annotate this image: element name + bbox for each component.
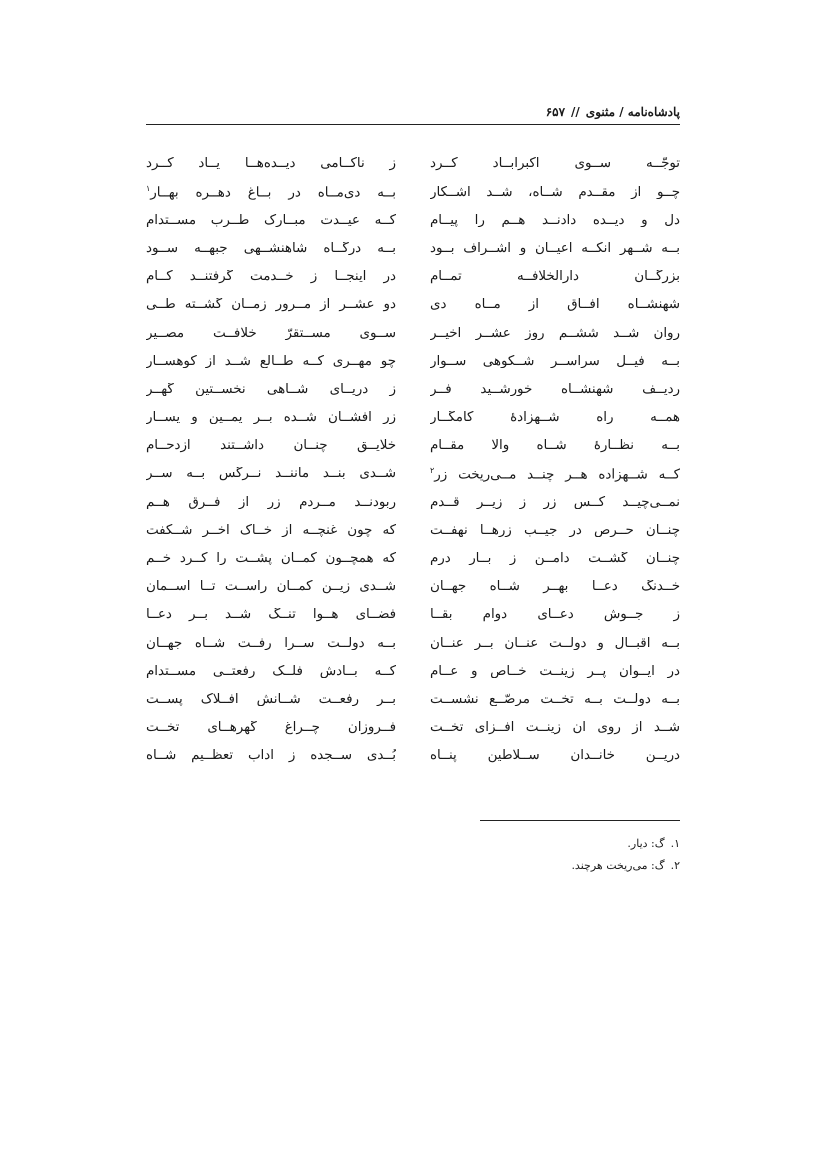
second-hemistich: [146, 608, 396, 621]
second-hemistich-text: دو عشــر از مــرور زمــان گشــته طــی: [146, 298, 396, 312]
footnote-text: گ: می‌ریخت هرچند.: [571, 858, 665, 872]
second-hemistich-text: خلایــق چنــان داشــتند ازدحــام: [146, 439, 396, 453]
first-hemistich: [430, 157, 680, 170]
footnote-number: ۱.: [670, 836, 680, 850]
second-hemistich-text: ز ناکــامی دیــده‌هــا یــاد کــرد: [146, 157, 396, 171]
second-hemistich-text: بــه دی‌مــاه در بــاغ دهــره بهــار: [150, 185, 396, 200]
first-hemistich-text: ردیــف شهنشــاه خورشــید فــر: [430, 382, 680, 397]
verse-row: [146, 629, 680, 657]
first-hemistich: [430, 411, 680, 424]
verse-row: [146, 516, 680, 544]
verse-row: [146, 404, 680, 432]
first-hemistich-text: بــه دولــت بــه تخــت مرصّــع نشســت: [430, 692, 680, 707]
verse-row: [146, 291, 680, 319]
verse-row: [146, 545, 680, 573]
second-hemistich: [146, 185, 396, 200]
second-hemistich-text: بــه درگــاه شاهنشــهی جبهــه ســود: [146, 241, 396, 256]
second-hemistich-text: بــه دولــت ســرا رفــت شــاه جهــان: [146, 636, 396, 650]
second-hemistich-text: که همچــون کمــان پشــت را کــرد خــم: [146, 552, 396, 566]
page-number: ۶۵۷: [545, 105, 566, 119]
second-hemistich: [146, 411, 396, 424]
first-hemistich: [430, 580, 680, 593]
footnote-number: ۲.: [670, 858, 680, 872]
second-hemistich: [146, 524, 396, 537]
first-hemistich-text: بــه فیــل سراســر شــکوهی ســوار: [430, 354, 680, 369]
first-hemistich-text: شهنشــاه آفــاق از مــاه دی: [430, 298, 680, 312]
second-hemistich: [146, 496, 396, 509]
verse-row: [146, 488, 680, 516]
verse-row: [146, 150, 680, 178]
second-hemistich-text: بُــدی ســجده ز آداب تعظــیم شــاه: [146, 749, 396, 763]
verse-row: [146, 319, 680, 347]
first-hemistich: [430, 355, 680, 368]
first-hemistich-text: چنــان گشــت دامــن ز بــار درم: [430, 552, 680, 566]
first-hemistich: [430, 749, 680, 762]
first-hemistich: [430, 665, 680, 678]
second-hemistich: [146, 157, 396, 170]
first-hemistich-text: در ایــوان پــر زینــت خــاص و عــام: [430, 664, 680, 679]
footnote: [280, 832, 680, 854]
first-hemistich: [430, 186, 680, 199]
second-hemistich-text: فضــای هــوا تنــگ شــد بــر دعــا: [146, 608, 396, 622]
first-hemistich: [430, 693, 680, 706]
first-hemistich-text: همــه راه شــهزادۀ کامگــار: [430, 411, 680, 425]
first-hemistich-text: شــد از روی آن زینــت افــزای تخــت: [430, 721, 680, 735]
first-hemistich-text: خــدنگ دعــا بهــر شــاه جهــان: [430, 580, 680, 594]
verse-row: [146, 460, 680, 488]
first-hemistich-text: بــه شــهر آنکــه اعیــان و اشــراف بــود: [430, 241, 680, 256]
running-head-separator: //: [571, 105, 580, 119]
second-hemistich: [146, 214, 396, 227]
second-hemistich: [146, 327, 396, 340]
second-hemistich: [146, 721, 396, 734]
verse-row: [146, 206, 680, 234]
second-hemistich-text: زر افشــان شــده بــر یمــین و یســار: [146, 411, 396, 425]
verse-row: [146, 235, 680, 263]
verse-row: [146, 742, 680, 770]
verse-row: [146, 347, 680, 375]
first-hemistich: [430, 552, 680, 565]
first-hemistich-text: ز جــوش دعــای دوام بقــا: [430, 608, 680, 622]
first-hemistich-text: روان شــد ششــم روز عشــر اخیــر: [430, 326, 680, 340]
first-hemistich-text: بزرگــان دارالخلافــه تمــام: [430, 270, 680, 284]
first-hemistich: [430, 270, 680, 283]
second-hemistich: [146, 270, 396, 283]
second-hemistich-text: که چون غنچــه از خــاک آخــر شــکفت: [146, 523, 396, 538]
first-hemistich: [430, 608, 680, 621]
second-hemistich-text: ســوی مســتقرّ خلافــت مصــیر: [146, 326, 396, 340]
second-hemistich: [146, 749, 396, 762]
verse-row: [146, 573, 680, 601]
second-hemistich: [146, 693, 396, 706]
second-hemistich-text: شــدی بنــد ماننــد نــرگس بــه ســر: [146, 467, 396, 481]
first-hemistich: [430, 383, 680, 396]
verse-row: [146, 686, 680, 714]
second-hemistich: [146, 439, 396, 452]
first-hemistich-text: دل و دیــده دادنــد هــم را پیــام: [430, 213, 680, 228]
second-hemistich-text: چو مهــری کــه طــالع شــد از کوهســار: [146, 354, 396, 369]
second-hemistich: [146, 637, 396, 650]
second-hemistich: [146, 242, 396, 255]
second-hemistich-text: ربودنــد مــردم زر از فــرق هــم: [146, 495, 396, 510]
second-hemistich-text: شــدی زیــن کمــان راســت تــا آســمان: [146, 580, 396, 594]
verse-row: [146, 714, 680, 742]
first-hemistich-text: توجّــه ســوی اکبرآبــاد کــرد: [430, 157, 680, 171]
verse-block: [146, 150, 680, 770]
first-hemistich-text: نمــی‌چیــد کــس زر ز زیــر قــدم: [430, 495, 680, 510]
verse-row: [146, 601, 680, 629]
footnote-marker: ۲: [430, 466, 435, 475]
second-hemistich: [146, 467, 396, 480]
verse-row: [146, 178, 680, 206]
second-hemistich-text: در اینجــا ز خــدمت گرفتنــد کــام: [146, 270, 396, 284]
running-head: [146, 100, 680, 124]
second-hemistich-text: فــروزان چــراغ گهرهــای تخــت: [146, 721, 396, 735]
first-hemistich: [430, 467, 680, 482]
second-hemistich: [146, 383, 396, 396]
verse-row: [146, 657, 680, 685]
second-hemistich-text: کــه عیــدت مبــارک طــرب مســتدام: [146, 213, 396, 228]
second-hemistich: [146, 580, 396, 593]
first-hemistich: [430, 496, 680, 509]
first-hemistich: [430, 298, 680, 311]
first-hemistich: [430, 721, 680, 734]
first-hemistich-text: چنــان حــرص در جیــب زرهــا نهفــت: [430, 523, 680, 538]
first-hemistich-text: بــه اقبــال و دولــت عنــان بــر عنــان: [430, 636, 680, 650]
footnote: [280, 854, 680, 876]
second-hemistich-text: بــر رفعــت شــأنش افــلاک پســت: [146, 692, 396, 707]
footnote-marker: ۱: [146, 184, 151, 193]
footnote-rule: [480, 820, 680, 821]
first-hemistich-text: بــه نظّــارۀ شــاه والا مقــام: [430, 439, 680, 453]
first-hemistich: [430, 327, 680, 340]
first-hemistich-text: کــه شــهزاده هــر چنــد مــی‌ریخت زر: [434, 467, 680, 482]
first-hemistich-text: دریــن خانــدان ســلاطین پنــاه: [430, 749, 680, 763]
second-hemistich: [146, 355, 396, 368]
second-hemistich: [146, 665, 396, 678]
header-rule: [146, 124, 680, 125]
footnote-text: گ: دیار.: [627, 836, 665, 850]
second-hemistich-text: کــه بــادش فلــک رفعتــی مســتدام: [146, 664, 396, 679]
verse-row: [146, 376, 680, 404]
verse-row: [146, 432, 680, 460]
first-hemistich-text: چــو از مقــدم شــاه، شــد آشــکار: [430, 185, 680, 199]
verse-row: [146, 263, 680, 291]
first-hemistich: [430, 439, 680, 452]
running-head-title: پادشاه‌نامه / مثنوی: [585, 105, 680, 119]
second-hemistich-text: ز دریــای شــاهی نخســتین گهــر: [146, 382, 396, 397]
first-hemistich: [430, 214, 680, 227]
second-hemistich: [146, 552, 396, 565]
second-hemistich: [146, 298, 396, 311]
first-hemistich: [430, 524, 680, 537]
first-hemistich: [430, 242, 680, 255]
footnotes: [280, 832, 680, 876]
first-hemistich: [430, 637, 680, 650]
